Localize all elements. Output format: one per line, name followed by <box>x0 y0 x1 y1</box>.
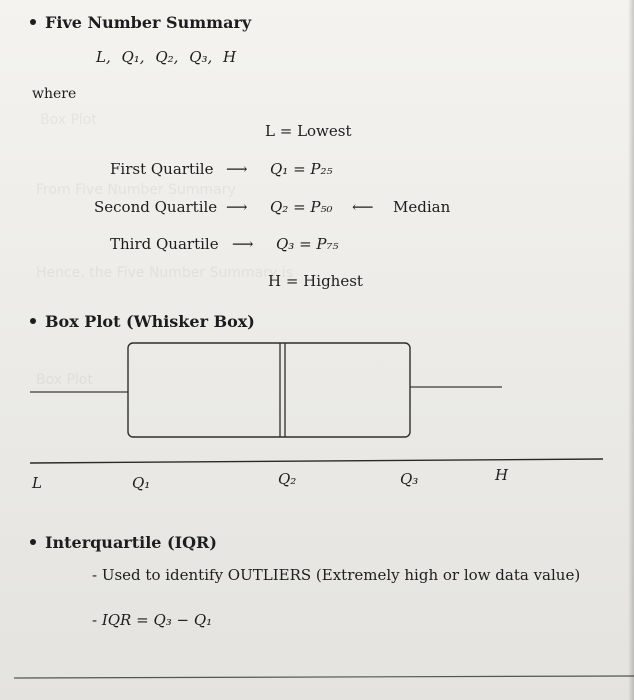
box-plot-heading: Box Plot (Whisker Box) <box>30 312 255 331</box>
iqr-heading: Interquartile (IQR) <box>30 533 217 552</box>
bleed-through-text: From Five Number Summary <box>36 182 236 198</box>
lowest-definition: L = Lowest <box>265 122 352 140</box>
bleed-through-text: Box Plot <box>36 372 93 388</box>
axis-label-q1: Q₁ <box>132 474 151 492</box>
second-quartile-expression: Q₂ = P₅₀ <box>270 198 333 216</box>
right-arrow-icon: ⟶ <box>226 198 248 216</box>
median-label: Median <box>393 198 451 216</box>
axis-label-lowest: L <box>32 474 42 492</box>
first-quartile-label: First Quartile <box>110 160 214 178</box>
second-quartile-label: Second Quartile <box>94 198 218 216</box>
axis-label-q3: Q₃ <box>400 470 419 488</box>
left-arrow-icon: ⟵ <box>352 198 374 216</box>
bleed-through-text: Box Plot <box>40 112 97 128</box>
first-quartile-expression: Q₁ = P₂₅ <box>270 160 333 178</box>
iqr-outliers-note: - Used to identify OUTLIERS (Extremely high or low data value) <box>92 566 581 584</box>
axis-label-highest: H <box>495 466 509 484</box>
right-arrow-icon: ⟶ <box>232 235 254 253</box>
right-arrow-icon: ⟶ <box>226 160 248 178</box>
iqr-formula: - IQR = Q₃ − Q₁ <box>92 611 213 629</box>
third-quartile-label: Third Quartile <box>110 235 219 253</box>
page-shadow-edge <box>628 0 634 700</box>
five-number-heading: Five Number Summary <box>30 13 251 32</box>
highest-definition: H = Highest <box>268 272 363 290</box>
bleed-through-text: Hence, the Five Number Summary is <box>36 265 293 281</box>
five-number-symbols: L, Q₁, Q₂, Q₃, H <box>96 48 237 66</box>
where-label: where <box>32 86 77 102</box>
third-quartile-expression: Q₃ = P₇₅ <box>276 235 339 253</box>
axis-label-q2: Q₂ <box>278 470 297 488</box>
